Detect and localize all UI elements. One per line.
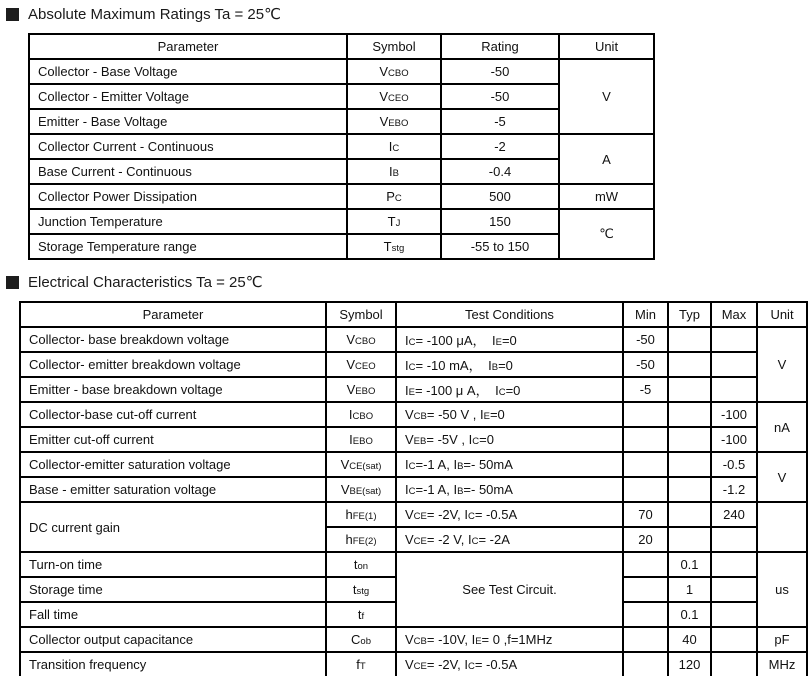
symbol-subscript: C [392, 143, 400, 154]
symbol-subscript: CEO [388, 93, 409, 104]
symbol-subscript: E [495, 337, 502, 348]
symbol-text: T [387, 214, 396, 229]
symbol-subscript: J [395, 218, 401, 229]
table-cell [396, 477, 623, 502]
symbol-text: I [464, 507, 468, 522]
table-cell [623, 627, 668, 652]
table-row [29, 184, 654, 209]
table-cell [668, 377, 711, 402]
table-cell [668, 477, 711, 502]
table-cell: V [559, 59, 654, 134]
symbol-text: = -2V, [426, 657, 465, 672]
table-cell: Emitter cut-off current [20, 427, 326, 452]
table-cell [757, 502, 807, 552]
table-cell [347, 209, 441, 234]
table-row [20, 402, 807, 427]
symbol-subscript: T [359, 661, 366, 672]
symbol-subscript: C [471, 536, 479, 547]
table-cell: -50 [441, 84, 559, 109]
symbol-text: =-1 A, [415, 457, 454, 472]
table-cell [326, 427, 396, 452]
table-cell: 0.1 [668, 552, 711, 577]
symbol-text: I [488, 358, 492, 373]
symbol-text: = -100 μ A， [414, 383, 496, 398]
symbol-subscript: CEO [355, 361, 376, 372]
table-cell [326, 477, 396, 502]
column-header: Typ [668, 302, 711, 327]
table-cell [347, 234, 441, 259]
table-cell [711, 552, 757, 577]
square-bullet-icon [6, 276, 19, 289]
table-cell: Junction Temperature [29, 209, 347, 234]
symbol-text: =0 [489, 407, 505, 422]
table-row [20, 477, 807, 502]
table-cell: -0.4 [441, 159, 559, 184]
symbol-text: V [405, 507, 414, 522]
table-cell: Base - emitter saturation voltage [20, 477, 326, 502]
symbol-subscript: CB [413, 411, 427, 422]
symbol-text: = -5V , [426, 432, 469, 447]
table-cell: Emitter - Base Voltage [29, 109, 347, 134]
symbol-text: I [405, 482, 409, 497]
symbol-text: =- 50mA [463, 482, 513, 497]
table-cell: 0.1 [668, 602, 711, 627]
symbol-text: =- 50mA [463, 457, 513, 472]
symbol-text: =0 [501, 333, 517, 348]
table-cell: Collector-base cut-off current [20, 402, 326, 427]
symbol-subscript: C [394, 193, 402, 204]
table-row [20, 552, 807, 577]
table-cell [396, 402, 623, 427]
table-cell [668, 502, 711, 527]
symbol-text: V [340, 457, 350, 472]
table-cell [668, 452, 711, 477]
symbol-text: I [349, 432, 353, 447]
table-cell: -100 [711, 427, 757, 452]
symbol-subscript: CB [413, 636, 427, 647]
table-cell: Storage time [20, 577, 326, 602]
section-title-text: Electrical Characteristics Ta = 25℃ [28, 274, 263, 291]
symbol-text: t [357, 607, 362, 622]
table-cell [623, 652, 668, 676]
symbol-subscript: EBO [352, 436, 373, 447]
symbol-subscript: EB [413, 436, 427, 447]
symbol-text: I [453, 457, 458, 472]
table-cell: -0.5 [711, 452, 757, 477]
section-title-text: Absolute Maximum Ratings Ta = 25℃ [28, 6, 281, 23]
symbol-subscript: B [491, 362, 499, 373]
symbol-text: = -2V, [426, 507, 465, 522]
symbol-text: T [383, 239, 392, 254]
symbol-subscript: FE(1) [352, 511, 377, 522]
table-cell: DC current gain [20, 502, 326, 552]
table-cell: -50 [441, 59, 559, 84]
symbol-subscript: stg [356, 586, 370, 597]
header-row [29, 34, 654, 59]
symbol-text: = -100 μA， [415, 333, 492, 348]
symbol-subscript: E [408, 387, 415, 398]
symbol-text: =0 [479, 432, 494, 447]
table-row [29, 209, 654, 234]
table-cell: Collector- base breakdown voltage [20, 327, 326, 352]
table-cell: A [559, 134, 654, 184]
electrical-section [0, 273, 810, 676]
table-cell [396, 627, 623, 652]
table-row [20, 627, 807, 652]
symbol-text: f [356, 657, 360, 672]
table-cell [623, 452, 668, 477]
table-cell: Collector-emitter saturation voltage [20, 452, 326, 477]
table-cell [326, 452, 396, 477]
symbol-text: V [379, 89, 389, 104]
symbol-text: I [389, 164, 393, 179]
symbol-text: V [346, 332, 356, 347]
column-header: Test Conditions [396, 302, 623, 327]
symbol-text: = -2A [478, 532, 510, 547]
table-cell: 500 [441, 184, 559, 209]
symbol-text: = -0.5A [474, 507, 518, 522]
symbol-text: =0 [498, 358, 513, 373]
symbol-text: I [480, 407, 484, 422]
table-cell [326, 627, 396, 652]
symbol-subscript: stg [391, 243, 405, 254]
symbol-subscript: B [392, 168, 399, 179]
table-cell [711, 527, 757, 552]
table-cell: 150 [441, 209, 559, 234]
table-cell: See Test Circuit. [396, 552, 623, 627]
symbol-subscript: f [361, 611, 365, 622]
table-row [20, 502, 807, 527]
column-header: Symbol [347, 34, 441, 59]
symbol-text: I [471, 632, 476, 647]
table-cell: -100 [711, 402, 757, 427]
symbol-text: I [464, 657, 468, 672]
table-cell [668, 527, 711, 552]
table-cell [668, 402, 711, 427]
table-cell [623, 402, 668, 427]
table-row [20, 327, 807, 352]
table-cell [668, 327, 711, 352]
abs-max-section [0, 5, 810, 260]
symbol-text: h [345, 532, 353, 547]
symbol-text: I [388, 139, 393, 154]
table-cell: ℃ [559, 209, 654, 259]
table-cell: Collector output capacitance [20, 627, 326, 652]
table-cell: Transition frequency [20, 652, 326, 676]
symbol-subscript: EBO [355, 386, 376, 397]
table-row [20, 427, 807, 452]
column-header: Unit [559, 34, 654, 59]
symbol-subscript: EBO [388, 118, 409, 129]
symbol-subscript: C [472, 436, 480, 447]
table-row [20, 352, 807, 377]
table-cell [347, 184, 441, 209]
symbol-subscript: BE(sat) [349, 486, 382, 497]
table-cell [396, 652, 623, 676]
table-cell: 1 [668, 577, 711, 602]
column-header: Symbol [326, 302, 396, 327]
symbol-subscript: CE [413, 536, 427, 547]
symbol-text: V [405, 657, 414, 672]
table-cell [326, 352, 396, 377]
table-cell: MHz [757, 652, 807, 676]
table-cell: Emitter - base breakdown voltage [20, 377, 326, 402]
symbol-text: V [346, 382, 356, 397]
symbol-text: V [405, 407, 414, 422]
symbol-text: V [340, 482, 350, 497]
symbol-text: V [346, 357, 356, 372]
symbol-text: t [352, 582, 357, 597]
symbol-text: I [467, 532, 472, 547]
table-cell [347, 159, 441, 184]
symbol-text: V [405, 532, 414, 547]
table-cell [396, 502, 623, 527]
symbol-text: =0 [505, 383, 521, 398]
table-cell [326, 602, 396, 627]
table-cell: 70 [623, 502, 668, 527]
column-header: Min [623, 302, 668, 327]
table-cell [326, 377, 396, 402]
symbol-subscript: on [357, 561, 369, 572]
symbol-subscript: CE [413, 511, 427, 522]
table-cell [396, 327, 623, 352]
column-header: Parameter [20, 302, 326, 327]
header-row [20, 302, 807, 327]
symbol-text: I [405, 358, 409, 373]
table-cell: -5 [623, 377, 668, 402]
symbol-subscript: ob [360, 636, 371, 647]
symbol-text: = -10 mA， [415, 358, 489, 373]
table-cell [711, 327, 757, 352]
table-cell [347, 59, 441, 84]
symbol-subscript: C [498, 387, 506, 398]
table-cell [326, 652, 396, 676]
table-cell [711, 577, 757, 602]
table-cell [326, 527, 396, 552]
symbol-subscript: B [457, 486, 464, 497]
symbol-text: = -0.5A [474, 657, 518, 672]
symbol-text: = -2 V, [426, 532, 468, 547]
abs-max-table [28, 33, 655, 260]
table-cell [623, 477, 668, 502]
table-cell [711, 377, 757, 402]
symbol-subscript: CBO [388, 68, 409, 79]
table-cell [347, 84, 441, 109]
table-cell [396, 427, 623, 452]
symbol-subscript: CE [413, 661, 427, 672]
symbol-text: t [353, 557, 358, 572]
table-cell [396, 527, 623, 552]
table-cell: Collector- emitter breakdown voltage [20, 352, 326, 377]
symbol-text: V [379, 114, 389, 129]
symbol-text: I [495, 383, 499, 398]
table-cell [711, 627, 757, 652]
table-row [20, 377, 807, 402]
table-cell [711, 602, 757, 627]
symbol-text: I [405, 457, 409, 472]
symbol-text: =-1 A, [415, 482, 454, 497]
table-cell: 240 [711, 502, 757, 527]
table-row [29, 134, 654, 159]
table-cell: -50 [623, 327, 668, 352]
symbol-text: C [351, 632, 361, 647]
table-cell: -1.2 [711, 477, 757, 502]
table-cell [347, 109, 441, 134]
section-title [6, 5, 810, 23]
table-cell [326, 577, 396, 602]
column-header: Max [711, 302, 757, 327]
table-cell [326, 402, 396, 427]
symbol-subscript: CE(sat) [349, 461, 382, 472]
column-header: Unit [757, 302, 807, 327]
column-header: Parameter [29, 34, 347, 59]
table-cell: 120 [668, 652, 711, 676]
table-cell: pF [757, 627, 807, 652]
table-cell: -55 to 150 [441, 234, 559, 259]
symbol-text: P [386, 189, 395, 204]
table-cell [396, 452, 623, 477]
table-cell: Collector - Base Voltage [29, 59, 347, 84]
symbol-text: = -50 V , [426, 407, 480, 422]
table-cell: V [757, 452, 807, 502]
table-cell [711, 352, 757, 377]
symbol-subscript: FE(2) [352, 536, 377, 547]
symbol-text: I [348, 407, 353, 422]
symbol-text: V [379, 64, 389, 79]
symbol-subscript: CBO [355, 336, 376, 347]
table-cell [623, 577, 668, 602]
table-cell: us [757, 552, 807, 627]
table-cell: Turn-on time [20, 552, 326, 577]
symbol-text: I [405, 333, 409, 348]
square-bullet-icon [6, 8, 19, 21]
symbol-subscript: C [467, 511, 475, 522]
symbol-subscript: B [457, 461, 464, 472]
electrical-table [19, 301, 808, 676]
section-title [6, 273, 810, 291]
table-cell: V [757, 327, 807, 402]
table-cell [668, 352, 711, 377]
table-cell: Collector - Emitter Voltage [29, 84, 347, 109]
symbol-text: I [468, 432, 473, 447]
symbol-text: h [345, 507, 353, 522]
symbol-text: I [405, 383, 409, 398]
table-cell: 20 [623, 527, 668, 552]
symbol-text: I [453, 482, 458, 497]
symbol-text: I [492, 333, 496, 348]
symbol-subscript: C [408, 486, 416, 497]
table-row [29, 59, 654, 84]
table-cell [668, 427, 711, 452]
table-cell: Collector Current - Continuous [29, 134, 347, 159]
symbol-subscript: C [467, 661, 475, 672]
symbol-subscript: C [408, 461, 416, 472]
symbol-subscript: E [483, 411, 490, 422]
table-cell: mW [559, 184, 654, 209]
symbol-subscript: E [475, 636, 482, 647]
table-row [20, 452, 807, 477]
table-cell [326, 327, 396, 352]
column-header: Rating [441, 34, 559, 59]
symbol-subscript: C [408, 337, 416, 348]
table-cell: -2 [441, 134, 559, 159]
table-cell: Collector Power Dissipation [29, 184, 347, 209]
table-cell [396, 377, 623, 402]
table-row [20, 652, 807, 676]
table-cell: -50 [623, 352, 668, 377]
table-cell: Base Current - Continuous [29, 159, 347, 184]
table-cell: Fall time [20, 602, 326, 627]
table-cell [326, 552, 396, 577]
symbol-text: V [405, 632, 414, 647]
table-cell [623, 427, 668, 452]
table-cell [326, 502, 396, 527]
table-cell [347, 134, 441, 159]
table-cell [623, 602, 668, 627]
symbol-text: = 0 ,f=1MHz [481, 632, 553, 647]
table-cell [623, 552, 668, 577]
table-cell: nA [757, 402, 807, 452]
table-cell [711, 652, 757, 676]
symbol-text: = -10V, [426, 632, 472, 647]
table-cell [396, 352, 623, 377]
symbol-subscript: CBO [352, 411, 374, 422]
table-cell: -5 [441, 109, 559, 134]
table-cell: Storage Temperature range [29, 234, 347, 259]
table-cell: 40 [668, 627, 711, 652]
symbol-subscript: C [408, 362, 416, 373]
symbol-text: V [405, 432, 414, 447]
